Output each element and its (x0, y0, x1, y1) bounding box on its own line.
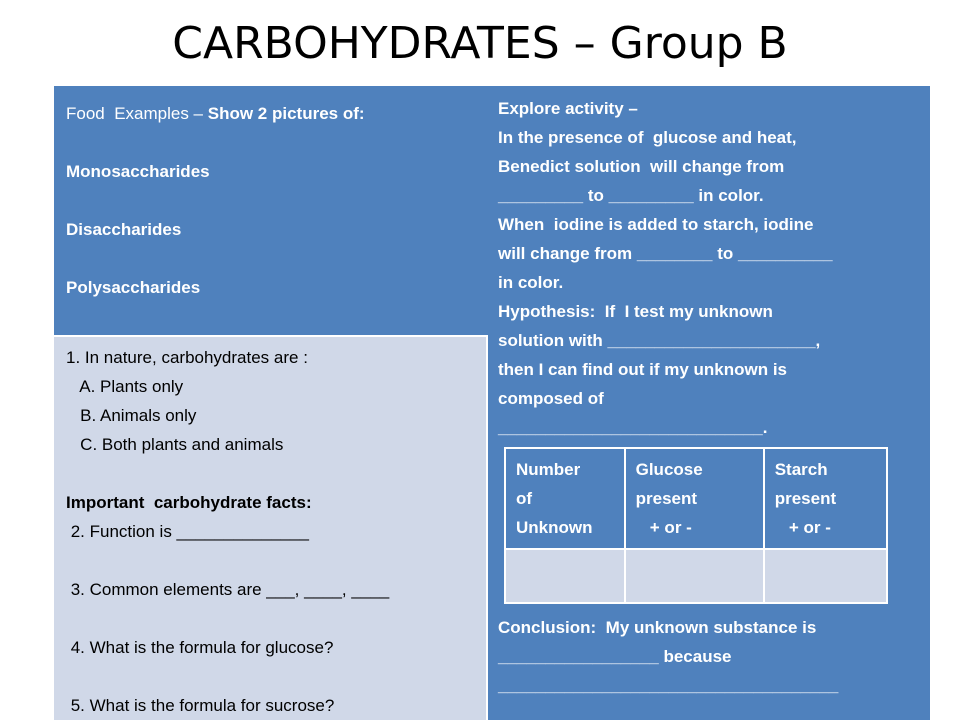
explore-line: Explore activity – (498, 99, 638, 118)
explore-line: in color. (498, 273, 564, 292)
explore-line: Benedict solution will change from (498, 157, 785, 176)
hypothesis-line: composed of (498, 389, 604, 408)
header-text: + or - (635, 518, 692, 537)
food-examples-label: Food Examples – (66, 104, 208, 123)
results-table (504, 447, 888, 604)
header-number-of-unknown (505, 448, 625, 549)
unknown-number-cell[interactable] (505, 549, 625, 603)
food-examples-heading (66, 99, 476, 128)
conclusion-line: ____________________________________ (498, 676, 839, 695)
disaccharides-label: Disaccharides (66, 220, 182, 239)
conclusion-line: Conclusion: My unknown substance is (498, 618, 817, 637)
header-glucose-present (625, 448, 764, 549)
hypothesis-line: then I can find out if my unknown is (498, 360, 787, 379)
results-header-row (505, 448, 887, 549)
slide-title: CARBOHYDRATES – Group B (172, 18, 788, 69)
header-starch-present (764, 448, 887, 549)
explore-line: will change from ________ to __________ (498, 244, 833, 263)
results-data-row (505, 549, 887, 603)
header-text: present (635, 489, 698, 508)
question-1-option-b: B. Animals only (66, 406, 197, 425)
header-text: Starch (774, 460, 828, 479)
question-4: 4. What is the formula for glucose? (66, 638, 334, 657)
polysaccharides-label: Polysaccharides (66, 278, 201, 297)
glucose-result-cell[interactable] (625, 549, 764, 603)
header-text: of (516, 489, 533, 508)
question-3: 3. Common elements are ___, ____, ____ (66, 580, 390, 599)
question-1-option-c: C. Both plants and animals (66, 435, 284, 454)
show-pictures-label: Show 2 pictures of: (207, 104, 365, 123)
questions-box (54, 337, 486, 720)
explore-line: _________ to _________ in color. (498, 186, 764, 205)
question-5: 5. What is the formula for sucrose? (66, 696, 335, 715)
monosaccharides-label: Monosaccharides (66, 162, 210, 181)
conclusion-block (498, 613, 918, 700)
facts-heading: Important carbohydrate facts: (66, 493, 312, 512)
starch-result-cell[interactable] (764, 549, 887, 603)
question-1: 1. In nature, carbohydrates are : (66, 348, 308, 367)
hypothesis-line: solution with ______________________, (498, 331, 821, 350)
hypothesis-line: ____________________________. (498, 418, 768, 437)
hypothesis-line: Hypothesis: If I test my unknown (498, 302, 773, 321)
header-text: + or - (774, 518, 831, 537)
header-text: Number (516, 460, 581, 479)
header-text: present (774, 489, 837, 508)
header-text: Unknown (516, 518, 593, 537)
food-examples-box (54, 86, 488, 335)
explore-line: When iodine is added to starch, iodine (498, 215, 814, 234)
question-1-option-a: A. Plants only (66, 377, 184, 396)
header-text: Glucose (635, 460, 703, 479)
explore-line: In the presence of glucose and heat, (498, 128, 797, 147)
conclusion-line: _________________ because (498, 647, 732, 666)
question-2: 2. Function is ______________ (66, 522, 309, 541)
